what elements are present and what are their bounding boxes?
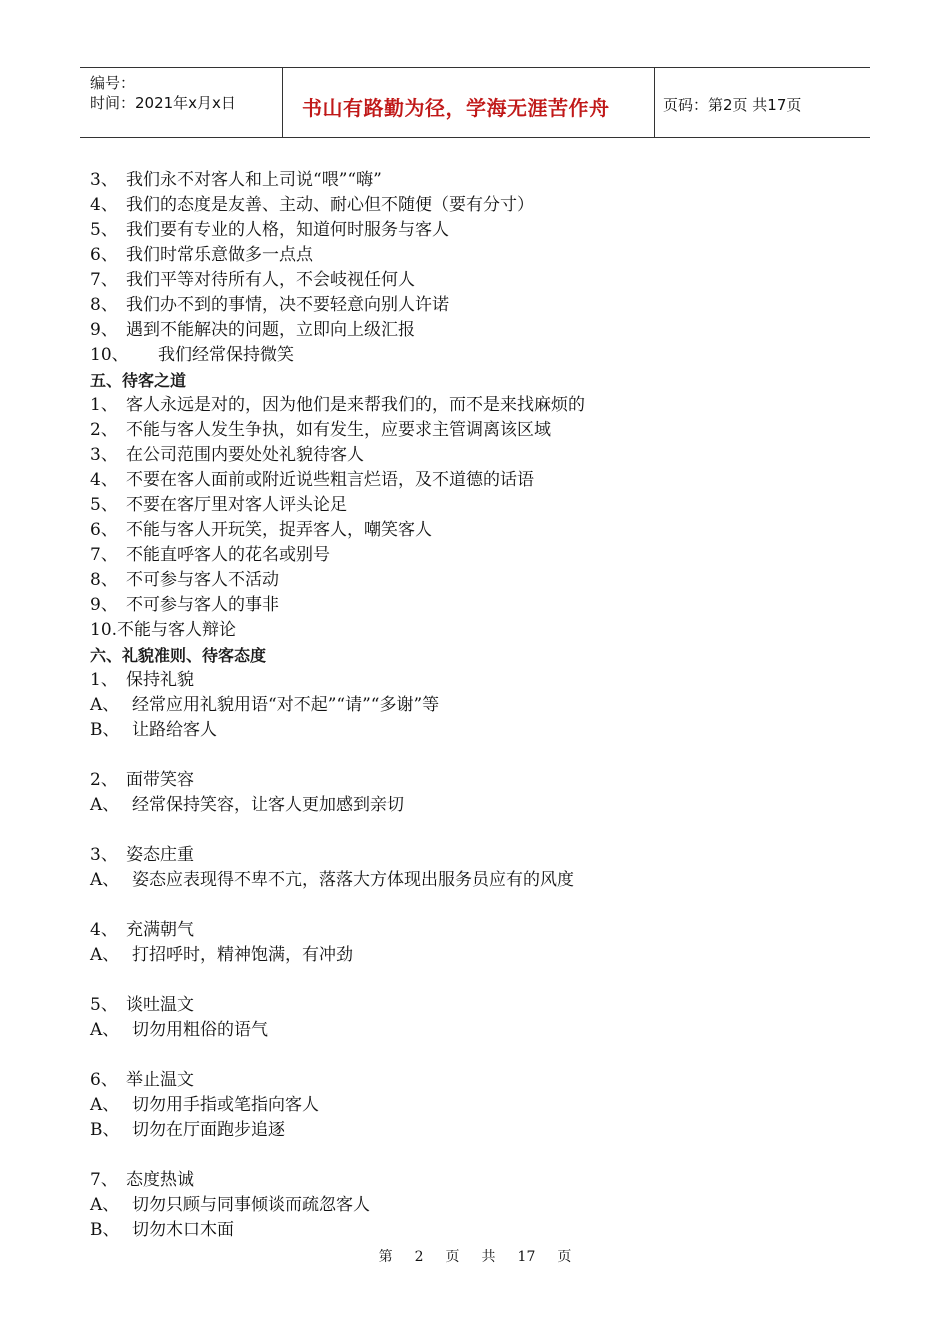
footer-total-pages: 17 [517,1249,536,1265]
sub-label: A、 [90,870,120,890]
item-number: 4、 [90,920,118,940]
sub-label: A、 [90,945,120,965]
sub-item [90,1018,870,1043]
list-item [90,518,870,543]
list-item [90,543,870,568]
group-title [90,843,870,868]
item-number: 3、 [90,445,118,465]
list-item [90,468,870,493]
item-text: 面带笑容 [126,770,194,790]
sub-item [90,1093,870,1118]
list-item [90,493,870,518]
group-title [90,993,870,1018]
item-text: 遇到不能解决的问题，立即向上级汇报 [126,320,415,340]
group-title [90,768,870,793]
sub-item [90,1218,870,1243]
item-number: 7、 [90,1170,118,1190]
item-number: 4、 [90,470,118,490]
item-text: 在公司范围内要处处礼貌待客人 [126,445,364,465]
item-number: 10、 [90,345,129,365]
sub-item [90,718,870,743]
footer-page-word: 页 [445,1249,460,1265]
list-item [90,418,870,443]
sub-text: 切勿木口木面 [132,1220,234,1240]
sub-text: 切勿在厅面跑步追逐 [132,1120,285,1140]
spacer [90,818,870,843]
item-text: 保持礼貌 [126,670,194,690]
sub-label: A、 [90,695,120,715]
item-text: 谈吐温文 [126,995,194,1015]
list-item [90,443,870,468]
item-number: 6、 [90,520,118,540]
item-text: 我们的态度是友善、主动、耐心但不随便（要有分寸） [126,195,534,215]
sub-label: A、 [90,1195,120,1215]
list-item [90,218,870,243]
sub-label: A、 [90,795,120,815]
sub-text: 让路给客人 [132,720,217,740]
item-text: 我们平等对待所有人，不会岐视任何人 [126,270,415,290]
sub-label: B、 [90,720,120,740]
group-title [90,1068,870,1093]
spacer [90,1043,870,1068]
list-item [90,193,870,218]
item-text: 我们时常乐意做多一点点 [126,245,313,265]
item-number: 3、 [90,845,118,865]
item-number: 7、 [90,270,118,290]
group-title [90,668,870,693]
group-title [90,1168,870,1193]
item-text: 不可参与客人的事非 [126,595,279,615]
item-number: 7、 [90,545,118,565]
document-header [80,67,870,138]
sub-item [90,868,870,893]
item-text: 我们永不对客人和上司说“喂”“嗨” [126,170,382,190]
list-item [90,243,870,268]
item-text: 我们办不到的事情，决不要轻意向别人许诺 [126,295,449,315]
sub-label: A、 [90,1095,120,1115]
sub-text: 经常保持笑容，让客人更加感到亲切 [132,795,404,815]
item-number: 5、 [90,495,118,515]
item-text: 不能与客人发生争执，如有发生，应要求主管调离该区域 [126,420,551,440]
item-text: 充满朝气 [126,920,194,940]
sub-label: B、 [90,1120,120,1140]
page-footer [0,1246,950,1266]
spacer [90,968,870,993]
section-heading: 六、礼貌准则、待客态度 [90,646,267,665]
item-text: 不能与客人开玩笑，捉弄客人，嘲笑客人 [126,520,432,540]
item-number: 5、 [90,220,118,240]
item-text: 举止温文 [126,1070,194,1090]
item-text: 不可参与客人不活动 [126,570,279,590]
item-text: 客人永远是对的，因为他们是来帮我们的，而不是来找麻烦的 [126,395,585,415]
list-item: 10.不能与客人辩论 [90,620,237,640]
section-heading: 五、待客之道 [90,371,187,390]
list-item [90,568,870,593]
footer-prefix: 第 [378,1249,393,1265]
header-motto-cell [282,68,655,137]
sub-item [90,793,870,818]
list-item [90,293,870,318]
sub-label: B、 [90,1220,120,1240]
document-body [90,168,870,1243]
number-label: 编号： [90,74,136,92]
list-item [90,318,870,343]
item-text: 我们要有专业的人格，知道何时服务与客人 [126,220,449,240]
item-text: 不能直呼客人的花名或别号 [126,545,330,565]
sub-text: 打招呼时，精神饱满，有冲劲 [132,945,353,965]
sub-text: 切勿用粗俗的语气 [132,1020,268,1040]
list-item [90,393,870,418]
header-page-cell [655,68,870,137]
item-number: 9、 [90,595,118,615]
item-text: 态度热诚 [126,1170,194,1190]
sub-item [90,1118,870,1143]
item-text: 姿态庄重 [126,845,194,865]
list-item [90,343,870,368]
sub-item [90,693,870,718]
item-number: 1、 [90,670,118,690]
list-item [90,268,870,293]
item-number: 8、 [90,295,118,315]
item-text: 我们经常保持微笑 [158,345,294,365]
sub-text: 姿态应表现得不卑不亢，落落大方体现出服务员应有的风度 [132,870,574,890]
item-number: 3、 [90,170,118,190]
sub-item [90,1193,870,1218]
sub-text: 经常应用礼貌用语“对不起”“请”“多谢”等 [132,695,440,715]
sub-text: 切勿只顾与同事倾谈而疏忽客人 [132,1195,370,1215]
header-meta-cell [80,68,283,137]
footer-total-word: 共 [481,1249,496,1265]
item-number: 9、 [90,320,118,340]
spacer [90,1143,870,1168]
sub-label: A、 [90,1020,120,1040]
group-title [90,918,870,943]
footer-page-word-2: 页 [557,1249,572,1265]
item-number: 2、 [90,420,118,440]
sub-text: 切勿用手指或笔指向客人 [132,1095,319,1115]
list-item [90,593,870,618]
item-number: 5、 [90,995,118,1015]
item-number: 6、 [90,245,118,265]
list-item [90,168,870,193]
item-text: 不要在客人面前或附近说些粗言烂语，及不道德的话语 [126,470,534,490]
sub-item [90,943,870,968]
spacer [90,893,870,918]
item-number: 6、 [90,1070,118,1090]
footer-page-number: 2 [414,1249,424,1265]
page-info: 页码：第2页 共17页 [663,96,802,114]
item-number: 1、 [90,395,118,415]
item-number: 2、 [90,770,118,790]
item-text: 不要在客厅里对客人评头论足 [126,495,347,515]
item-number: 8、 [90,570,118,590]
motto: 书山有路勤为径，学海无涯苦作舟 [302,96,610,120]
time-label: 时间：2021年x月x日 [90,94,236,112]
item-number: 4、 [90,195,118,215]
spacer [90,743,870,768]
